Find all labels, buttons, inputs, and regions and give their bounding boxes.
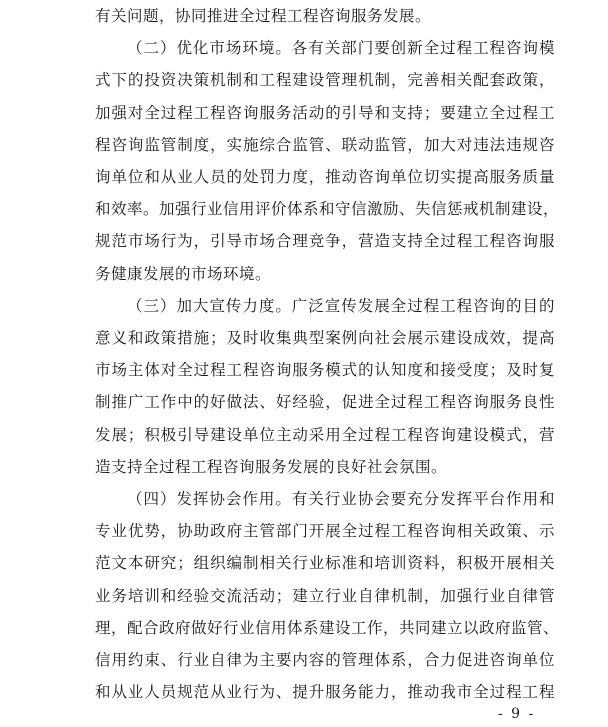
text-line: 理，配合政府做好行业信用体系建设工作，共同建立以政府监管、 (95, 618, 560, 637)
text-line: 制推广工作中的好做法、好经验，促进全过程工程咨询服务良性 (95, 393, 555, 412)
section-heading-line: （三）加大宣传力度。广泛宣传发展全过程工程咨询的目的 (127, 296, 555, 315)
text-line: 意义和政策措施；及时收集典型案例向社会展示建设成效，提高 (95, 329, 555, 347)
text-line: 有关问题，协同推进全过程工程咨询服务发展。 (95, 7, 432, 25)
text-line: 范文本研究；组织编制相关行业标准和培训资料，积极开展相关 (95, 554, 555, 573)
text-line: 市场主体对全过程工程咨询服务模式的认知度和接受度；及时复 (95, 361, 555, 380)
text-line: 务健康发展的市场环境。 (95, 264, 272, 283)
text-line: 询单位和从业人员的处罚力度，推动咨询单位切实提高服务质量 (95, 168, 555, 186)
section-heading-line: （四）发挥协会作用。有关行业协会要充分发挥平台作用和 (127, 490, 555, 508)
text-line: 业务培训和经验交流活动；建立行业自律机制，加强行业自律管 (95, 586, 555, 605)
text-line: 加强对全过程工程咨询服务活动的引导和支持；要建立全过程工 (95, 103, 555, 122)
text-line: 专业优势，协助政府主管部门开展全过程工程咨询相关政策、示 (95, 522, 555, 541)
text-line: 程咨询监管制度，实施综合监管、联动监管，加大对违法违规咨 (95, 135, 555, 154)
text-line: 规范市场行为，引导市场合理竞争，营造支持全过程工程咨询服 (95, 232, 555, 251)
text-line: 式下的投资决策机制和工程建设管理机制，完善相关配套政策， (95, 71, 555, 90)
text-line: 发展；积极引导建设单位主动采用全过程工程咨询建设模式，营 (95, 425, 555, 444)
text-line: 和效率。加强行业信用评价体系和守信激励、失信惩戒机制建设， (95, 200, 560, 219)
text-line: 和从业人员规范从业行为、提升服务能力，推动我市全过程工程 (95, 683, 555, 702)
text-line: 信用约束、行业自律为主要内容的管理体系，合力促进咨询单位 (95, 651, 555, 669)
text-line: 造支持全过程工程咨询服务发展的良好社会氛围。 (95, 457, 448, 476)
page-number: - 9 - (498, 706, 536, 722)
section-heading-line: （二）优化市场环境。各有关部门要创新全过程工程咨询模 (127, 39, 555, 58)
